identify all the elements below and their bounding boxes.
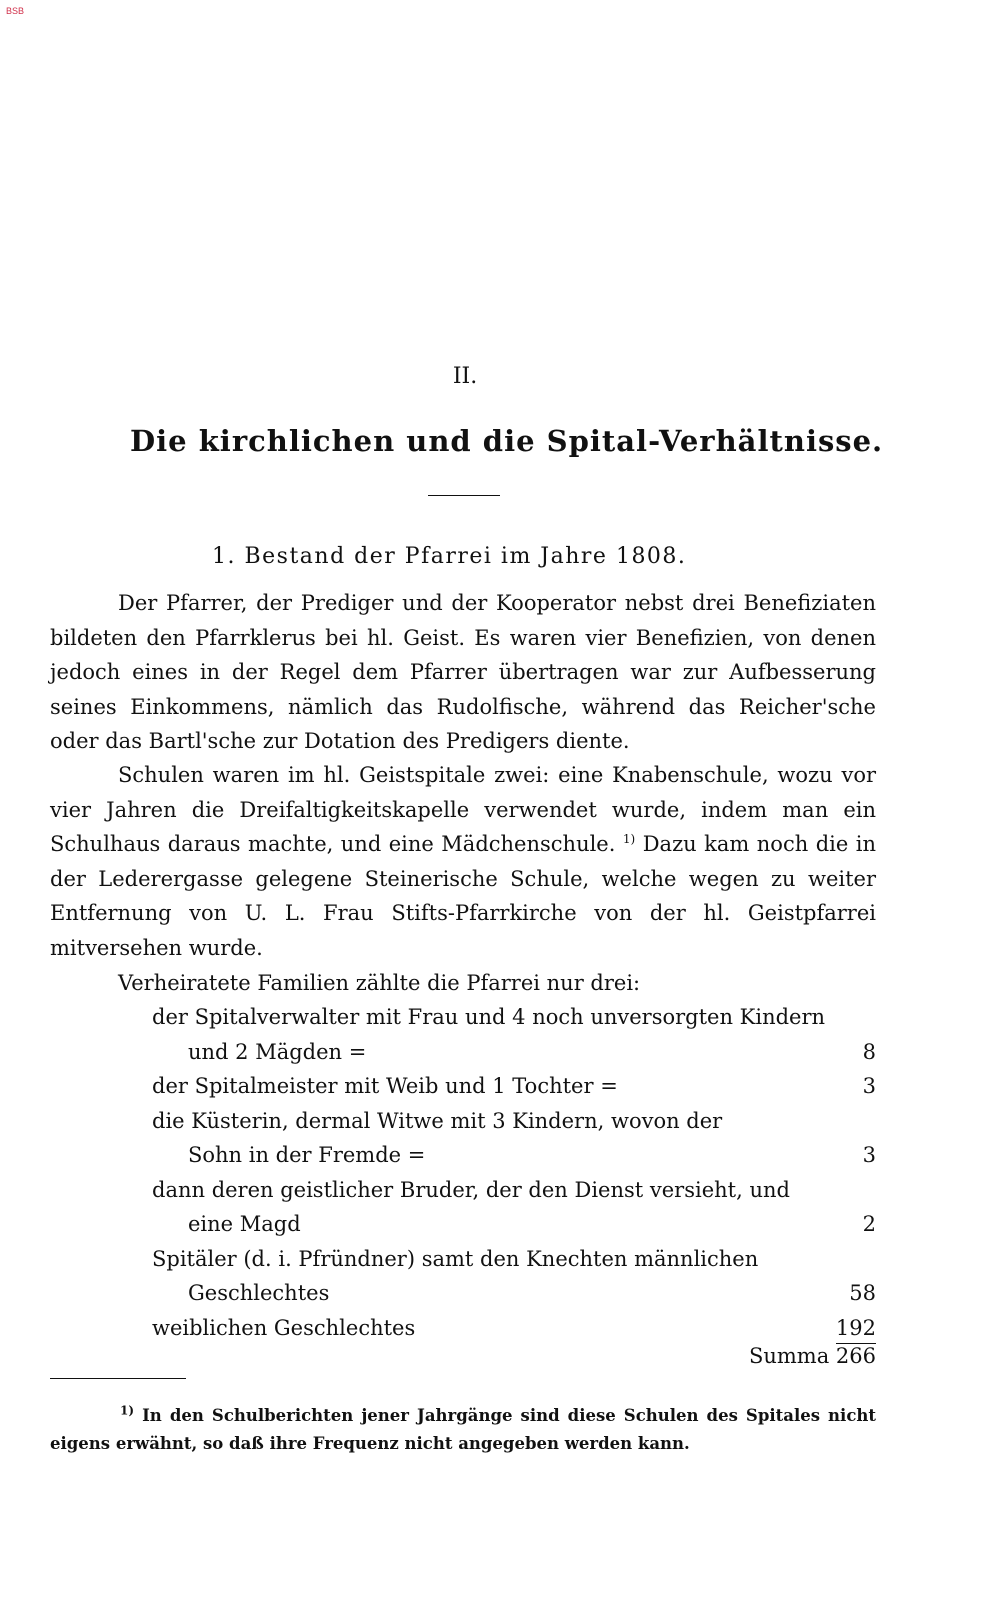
paragraph-schools-continued: Dazu kam noch die in der Lederergasse gelegene Steinerische Schule, welche wegen zu weiter Entfernung von U. L. Frau Stifts-Pfarrkirche von der hl. Geistpfarrei mitversehen wurde.: [50, 832, 876, 960]
families-list: [152, 1000, 876, 1345]
paragraph-schools-text: Schulen waren im hl. Geistspitale zwei: eine Knabenschule, wozu vor vier Jahren die Dreifaltigkeitskapelle verwendet wurde, indem man ein Schulhaus daraus machte, und eine Mädchenschule.: [50, 763, 876, 856]
sum-row: [720, 1344, 876, 1368]
list-item-count: 3: [862, 1074, 876, 1098]
list-item-text: dann deren geistlicher Bruder, der den Dienst versieht, und: [152, 1177, 790, 1202]
list-item: [152, 1138, 876, 1173]
list-item-text: und 2 Mägden =: [188, 1039, 367, 1064]
footnote-text: In den Schulberichten jener Jahrgänge sind diese Schulen des Spitales nicht eigens erwähnt, so daß ihre Frequenz nicht angegeben werden kann.: [50, 1406, 876, 1453]
list-item-text: der Spitalmeister mit Weib und 1 Tochter =: [152, 1074, 618, 1098]
part-number: II.: [452, 364, 478, 389]
list-item-count: 3: [862, 1143, 876, 1167]
list-item: [152, 1000, 876, 1035]
footnote-divider: [50, 1378, 186, 1379]
list-item-text: weiblichen Geschlechtes: [152, 1315, 416, 1340]
footnote-marker: 1): [120, 1403, 135, 1418]
list-item-count: 8: [862, 1039, 876, 1064]
list-item-text: die Küsterin, dermal Witwe mit 3 Kindern, wovon der: [152, 1108, 723, 1133]
list-item-count: 2: [862, 1212, 876, 1236]
section-heading: 1. Bestand der Pfarrei im Jahre 1808.: [212, 544, 687, 569]
chapter-title: Die kirchlichen und die Spital-Verhältnisse.: [130, 424, 884, 458]
library-watermark: BSB: [6, 6, 25, 16]
list-item: [152, 1276, 876, 1311]
list-item: [152, 1173, 876, 1208]
list-item: [152, 1035, 876, 1070]
list-item-count: 192: [836, 1313, 876, 1344]
list-item: [152, 1311, 876, 1346]
list-item-text: Geschlechtes: [188, 1281, 330, 1305]
list-item-text: Sohn in der Fremde =: [188, 1143, 426, 1167]
footnote: [50, 1402, 876, 1458]
list-item-text: der Spitalverwalter mit Frau und 4 noch unversorgten Kindern: [152, 1005, 826, 1029]
sum-value: 266: [835, 1344, 876, 1368]
sum-label: Summa: [748, 1344, 830, 1368]
list-item-count: 58: [849, 1281, 876, 1305]
footnote-reference: 1): [622, 832, 636, 846]
paragraph-clergy: Der Pfarrer, der Prediger und der Kooperator nebst drei Benefiziaten bildeten den Pfarrklerus bei hl. Geist. Es waren vier Benefizien, von denen jedoch eines in der Regel dem Pfarrer übertragen war zur Aufbesserung seines Einkommens, nämlich das Rudolfische, während das Reicher'sche oder das Bartl'sche zur Dotation des Predigers diente.: [50, 591, 876, 753]
list-item-text: eine Magd: [188, 1212, 301, 1236]
paragraph-schools: [50, 758, 876, 965]
list-item: [152, 1242, 876, 1277]
list-item: [152, 1104, 876, 1139]
paragraph-families-intro: Verheiratete Familien zählte die Pfarrei nur drei:: [118, 971, 641, 995]
list-item-text: Spitäler (d. i. Pfründner) samt den Knechten männlichen: [152, 1246, 759, 1271]
list-item: [152, 1069, 876, 1104]
list-item: [152, 1207, 876, 1242]
title-divider: [428, 495, 500, 496]
